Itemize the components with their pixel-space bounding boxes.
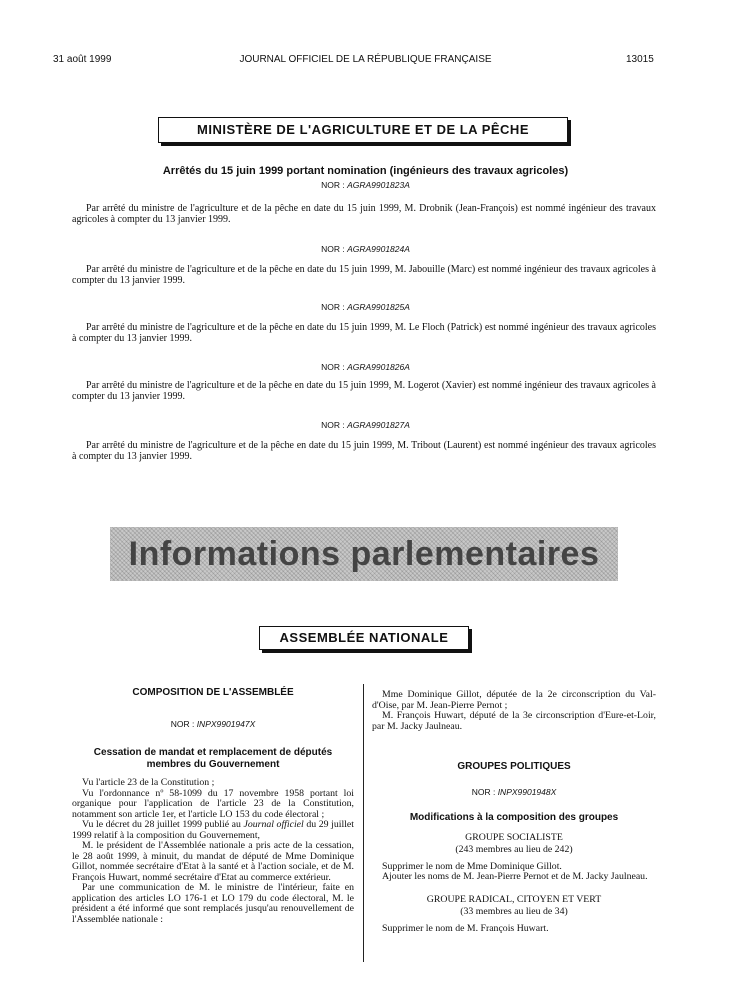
nor-reference: NOR : AGRA9901824A	[321, 244, 410, 254]
group-name: GROUPE RADICAL, CITOYEN ET VERT	[426, 893, 602, 905]
banner-title: Informations parlementaires	[128, 535, 600, 573]
arrete-paragraph: Par arrêté du ministre de l'agriculture et de la pêche en date du 15 juin 1999, M. Drobnik (Jean-François) est nommé ingénieur des travaux agricoles à compter du 13 janvier 1999.	[72, 203, 656, 225]
column-divider	[363, 684, 364, 962]
nor-reference: NOR : AGRA9901826A	[321, 362, 410, 372]
cessation-heading: Cessation de mandat et remplacement de députés membres du Gouvernement	[93, 747, 333, 770]
right-column	[372, 690, 656, 934]
cessation-body	[72, 778, 354, 925]
group-count: (243 membres au lieu de 242)	[455, 844, 573, 855]
nor-reference: NOR : AGRA9901825A	[321, 302, 410, 312]
arrete-paragraph: Par arrêté du ministre de l'agriculture et de la pêche en date du 15 juin 1999, M. Tribout (Laurent) est nommé ingénieur des travaux agricoles à compter du 13 janvier 1999.	[72, 440, 656, 462]
nor-reference: NOR : INPX9901948X	[471, 786, 557, 797]
paragraph: M. le président de l'Assemblée nationale a pris acte de la cessation, le 28 août 1999, à minuit, du mandat de député de Mme Dominique Gillot, nommée secrétaire d'Etat à la santé et à l'action sociale, et de M. François Huwart, nommé secrétaire d'Etat au commerce extérieur.	[72, 840, 354, 883]
group-line: Supprimer le nom de M. François Huwart.	[382, 922, 549, 934]
arrete-paragraph: Par arrêté du ministre de l'agriculture et de la pêche en date du 15 juin 1999, M. Logerot (Xavier) est nommé ingénieur des travaux agricoles à compter du 13 janvier 1999.	[72, 380, 656, 402]
ministry-title: MINISTÈRE DE L'AGRICULTURE ET DE LA PÊCHE	[197, 122, 529, 137]
paragraph: Vu l'article 23 de la Constitution ;	[82, 777, 215, 788]
paragraph: Par une communication de M. le ministre de l'intérieur, faite en application des articles LO 176-1 et LO 179 du code électoral, M. le président a été informé que sont remplacés jusqu'au renouvellement de l'Assemblée nationale :	[72, 882, 354, 925]
nor-reference: NOR : AGRA9901827A	[321, 420, 410, 430]
group-line: Ajouter les noms de M. Jean-Pierre Pernot et de M. Jacky Jaulneau.	[382, 871, 648, 882]
header-date: 31 août 1999	[53, 54, 112, 65]
group-count: (33 membres au lieu de 34)	[460, 906, 568, 917]
paragraph: M. François Huwart, député de la 3e circonscription d'Eure-et-Loir, par M. Jacky Jaulneau.	[372, 710, 656, 732]
arrete-paragraph: Par arrêté du ministre de l'agriculture et de la pêche en date du 15 juin 1999, M. Jabouille (Marc) est nommé ingénieur des travaux agricoles à compter du 13 janvier 1999.	[72, 264, 656, 286]
journal-title: JOURNAL OFFICIEL DE LA RÉPUBLIQUE FRANÇAISE	[239, 54, 492, 65]
paragraph: Mme Dominique Gillot, députée de la 2e circonscription du Val-d'Oise, par M. Jean-Pierre Pernot ;	[372, 689, 656, 711]
groupes-heading: GROUPES POLITIQUES	[457, 761, 571, 772]
nor-reference: NOR : AGRA9901823A	[321, 180, 410, 190]
page-number: 13015	[626, 54, 654, 65]
composition-heading: COMPOSITION DE L'ASSEMBLÉE	[132, 687, 294, 698]
arrete-paragraph: Par arrêté du ministre de l'agriculture et de la pêche en date du 15 juin 1999, M. Le Floch (Patrick) est nommé ingénieur des travaux agricoles à compter du 13 janvier 1999.	[72, 322, 656, 344]
left-column	[72, 688, 354, 925]
paragraph: Vu l'ordonnance nº 58-1099 du 17 novembre 1958 portant loi organique pour l'application de l'article 23 de la Constitution, notamment son article 1er, et l'article LO 153 du code électoral ;	[72, 787, 354, 820]
paragraph: Vu le décret du 28 juillet 1999 publié au Journal officiel du 29 juillet 1999 relatif à la composition du Gouvernement,	[72, 819, 354, 841]
assemblee-title-box	[259, 626, 469, 650]
modifications-heading: Modifications à la composition des groupes	[409, 812, 619, 823]
ministry-title-box	[158, 117, 568, 143]
arretes-title: Arrêtés du 15 juin 1999 portant nomination (ingénieurs des travaux agricoles)	[162, 165, 569, 177]
nor-reference: NOR : INPX9901947X	[170, 718, 256, 729]
group-name: GROUPE SOCIALISTE	[465, 831, 563, 843]
group-line: Supprimer le nom de Mme Dominique Gillot.	[382, 860, 562, 872]
assemblee-title: ASSEMBLÉE NATIONALE	[279, 630, 449, 645]
